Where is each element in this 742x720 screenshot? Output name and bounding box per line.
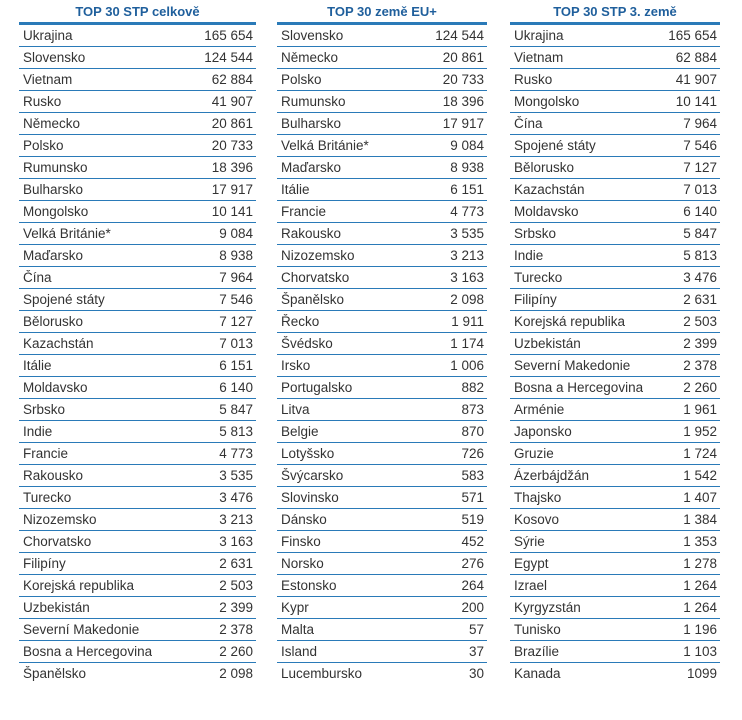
- country-count: 7 964: [683, 116, 717, 131]
- country-name: Maďarsko: [23, 248, 84, 263]
- country-count: 1 196: [683, 622, 717, 637]
- country-name: Sýrie: [514, 534, 545, 549]
- country-name: Kosovo: [514, 512, 560, 527]
- country-name: Řecko: [281, 314, 320, 329]
- table-row: [19, 311, 256, 333]
- country-count: 4 773: [450, 204, 484, 219]
- country-name: Nizozemsko: [281, 248, 355, 263]
- table-row: [510, 575, 720, 597]
- table-row: [510, 531, 720, 553]
- country-name: Estonsko: [281, 578, 337, 593]
- table-row: [277, 377, 487, 399]
- table-row: [19, 575, 256, 597]
- country-count: 1 542: [683, 468, 717, 483]
- country-name: Itálie: [23, 358, 52, 373]
- table-row: [277, 443, 487, 465]
- country-count: 1 174: [450, 336, 484, 351]
- country-name: Spojené státy: [514, 138, 596, 153]
- country-count: 5 847: [683, 226, 717, 241]
- table-row: [510, 157, 720, 179]
- country-name: Mongolsko: [514, 94, 580, 109]
- country-name: Tunisko: [514, 622, 561, 637]
- country-count: 1 353: [683, 534, 717, 549]
- country-count: 1 006: [450, 358, 484, 373]
- country-count: 6 151: [219, 358, 253, 373]
- table-title: TOP 30 STP celkově: [75, 3, 200, 19]
- country-count: 9 084: [219, 226, 253, 241]
- table-row: [510, 333, 720, 355]
- country-name: Filipíny: [514, 292, 557, 307]
- country-name: Chorvatsko: [23, 534, 92, 549]
- country-count: 571: [461, 490, 484, 505]
- country-count: 7 546: [219, 292, 253, 307]
- country-count: 1099: [686, 666, 717, 681]
- country-name: Moldavsko: [23, 380, 88, 395]
- country-name: Spojené státy: [23, 292, 105, 307]
- country-name: Litva: [281, 402, 310, 417]
- country-name: Bosna a Hercegovina: [514, 380, 644, 395]
- table-row: [510, 399, 720, 421]
- country-count: 57: [468, 622, 484, 637]
- country-name: Španělsko: [23, 666, 87, 681]
- table-row: [510, 663, 720, 684]
- country-name: Korejská republika: [23, 578, 135, 593]
- table-row: [19, 663, 256, 684]
- country-count: 165 654: [204, 28, 253, 43]
- table-row: [19, 223, 256, 245]
- country-name: Dánsko: [281, 512, 327, 527]
- country-name: Turecko: [23, 490, 72, 505]
- country-count: 10 141: [675, 94, 717, 109]
- country-name: Thajsko: [514, 490, 562, 505]
- country-name: Indie: [514, 248, 544, 263]
- table-row: [510, 179, 720, 201]
- country-count: 20 733: [211, 138, 253, 153]
- country-count: 2 260: [219, 644, 253, 659]
- country-name: Rusko: [514, 72, 553, 87]
- country-name: Korejská republika: [514, 314, 626, 329]
- country-count: 41 907: [675, 72, 717, 87]
- country-name: Lotyšsko: [281, 446, 335, 461]
- country-name: Norsko: [281, 556, 324, 571]
- table-row: [19, 421, 256, 443]
- country-name: Irsko: [281, 358, 311, 373]
- country-name: Čína: [23, 270, 52, 285]
- country-count: 3 163: [450, 270, 484, 285]
- table-row: [19, 69, 256, 91]
- table-top30-eu: [277, 3, 487, 684]
- table-row: [510, 201, 720, 223]
- country-name: Švýcarsko: [281, 468, 344, 483]
- country-count: 62 884: [211, 72, 253, 87]
- table-row: [277, 399, 487, 421]
- country-count: 4 773: [219, 446, 253, 461]
- table-row: [277, 289, 487, 311]
- country-count: 18 396: [442, 94, 484, 109]
- country-count: 2 631: [683, 292, 717, 307]
- country-count: 7 127: [219, 314, 253, 329]
- table-row: [19, 377, 256, 399]
- country-count: 200: [461, 600, 484, 615]
- country-count: 2 378: [219, 622, 253, 637]
- country-name: Chorvatsko: [281, 270, 350, 285]
- country-count: 9 084: [450, 138, 484, 153]
- country-name: Slovensko: [23, 50, 86, 65]
- country-count: 1 911: [451, 314, 484, 329]
- country-count: 7 013: [219, 336, 253, 351]
- country-count: 124 544: [435, 28, 484, 43]
- table-row: [277, 531, 487, 553]
- country-name: Severní Makedonie: [514, 358, 631, 373]
- table-row: [277, 355, 487, 377]
- country-count: 583: [461, 468, 484, 483]
- country-count: 3 535: [450, 226, 484, 241]
- country-count: 2 098: [219, 666, 253, 681]
- country-count: 2 399: [683, 336, 717, 351]
- country-name: Polsko: [23, 138, 64, 153]
- table-top30-third-countries: [510, 3, 720, 684]
- table-row: [510, 25, 720, 47]
- table-row: [277, 201, 487, 223]
- country-count: 20 861: [211, 116, 253, 131]
- country-name: Slovensko: [281, 28, 344, 43]
- country-count: 1 384: [683, 512, 717, 527]
- country-count: 17 917: [442, 116, 484, 131]
- table-row: [19, 443, 256, 465]
- table-row: [19, 399, 256, 421]
- table-row: [510, 487, 720, 509]
- table-row: [277, 465, 487, 487]
- country-count: 165 654: [668, 28, 717, 43]
- table-row: [510, 245, 720, 267]
- country-name: Čína: [514, 116, 543, 131]
- table-row: [19, 135, 256, 157]
- country-name: Kazachstán: [514, 182, 585, 197]
- country-name: Turecko: [514, 270, 563, 285]
- country-count: 2 098: [450, 292, 484, 307]
- table-row: [510, 267, 720, 289]
- table-row: [19, 25, 256, 47]
- country-name: Kypr: [281, 600, 309, 615]
- table-row: [277, 113, 487, 135]
- table-row: [19, 553, 256, 575]
- table-row: [277, 157, 487, 179]
- table-row: [19, 113, 256, 135]
- table-row: [277, 421, 487, 443]
- country-count: 1 952: [683, 424, 717, 439]
- table-row: [277, 487, 487, 509]
- country-name: Filipíny: [23, 556, 66, 571]
- country-count: 3 213: [219, 512, 253, 527]
- country-count: 882: [461, 380, 484, 395]
- country-name: Rusko: [23, 94, 62, 109]
- country-name: Vietnam: [23, 72, 73, 87]
- country-count: 2 399: [219, 600, 253, 615]
- country-count: 1 961: [683, 402, 717, 417]
- country-name: Mongolsko: [23, 204, 89, 219]
- country-count: 873: [461, 402, 484, 417]
- table-row: [277, 575, 487, 597]
- country-count: 20 733: [442, 72, 484, 87]
- table-title: TOP 30 STP 3. země: [553, 3, 677, 19]
- country-name: Bělorusko: [514, 160, 575, 175]
- table-row: [19, 355, 256, 377]
- table-row: [277, 245, 487, 267]
- country-count: 5 847: [219, 402, 253, 417]
- table-row: [19, 509, 256, 531]
- country-count: 1 407: [683, 490, 717, 505]
- country-count: 17 917: [211, 182, 253, 197]
- country-name: Uzbekistán: [514, 336, 581, 351]
- country-name: Francie: [281, 204, 327, 219]
- country-name: Ukrajina: [514, 28, 564, 43]
- table-row: [19, 641, 256, 663]
- country-name: Srbsko: [23, 402, 66, 417]
- table-row: [277, 619, 487, 641]
- country-count: 124 544: [204, 50, 253, 65]
- country-name: Egypt: [514, 556, 549, 571]
- country-count: 3 213: [450, 248, 484, 263]
- table-rows: [19, 25, 256, 684]
- country-name: Moldavsko: [514, 204, 579, 219]
- country-count: 2 378: [683, 358, 717, 373]
- table-row: [19, 597, 256, 619]
- country-name: Izrael: [514, 578, 548, 593]
- country-name: Vietnam: [514, 50, 564, 65]
- country-name: Gruzie: [514, 446, 554, 461]
- country-name: Ukrajina: [23, 28, 73, 43]
- country-name: Belgie: [281, 424, 319, 439]
- table-row: [510, 69, 720, 91]
- table-row: [277, 333, 487, 355]
- country-name: Japonsko: [514, 424, 572, 439]
- table-row: [510, 443, 720, 465]
- country-count: 7 964: [219, 270, 253, 285]
- table-row: [510, 289, 720, 311]
- country-name: Nizozemsko: [23, 512, 97, 527]
- country-count: 264: [461, 578, 484, 593]
- table-row: [510, 465, 720, 487]
- country-name: Bulharsko: [23, 182, 84, 197]
- table-row: [510, 135, 720, 157]
- table-row: [19, 465, 256, 487]
- country-count: 519: [461, 512, 484, 527]
- country-count: 1 724: [683, 446, 717, 461]
- country-count: 20 861: [442, 50, 484, 65]
- country-name: Ázerbájdžán: [514, 468, 590, 483]
- country-name: Španělsko: [281, 292, 345, 307]
- table-row: [510, 641, 720, 663]
- table-row: [277, 91, 487, 113]
- country-name: Severní Makedonie: [23, 622, 140, 637]
- country-name: Bosna a Hercegovina: [23, 644, 153, 659]
- country-name: Srbsko: [514, 226, 557, 241]
- country-name: Německo: [23, 116, 81, 131]
- country-count: 2 631: [219, 556, 253, 571]
- country-count: 452: [461, 534, 484, 549]
- country-count: 6 140: [219, 380, 253, 395]
- country-count: 62 884: [675, 50, 717, 65]
- table-row: [510, 619, 720, 641]
- table-row: [19, 179, 256, 201]
- country-count: 1 264: [683, 600, 717, 615]
- country-name: Slovinsko: [281, 490, 339, 505]
- table-row: [277, 311, 487, 333]
- country-name: Kazachstán: [23, 336, 94, 351]
- table-row: [277, 223, 487, 245]
- country-name: Brazílie: [514, 644, 560, 659]
- country-name: Rumunsko: [281, 94, 346, 109]
- country-count: 37: [468, 644, 484, 659]
- country-name: Rakousko: [23, 468, 84, 483]
- table-row: [277, 69, 487, 91]
- table-row: [510, 113, 720, 135]
- country-count: 41 907: [211, 94, 253, 109]
- country-count: 1 264: [683, 578, 717, 593]
- country-count: 726: [461, 446, 484, 461]
- country-count: 3 476: [219, 490, 253, 505]
- table-top30-overall: [19, 3, 256, 684]
- table-row: [19, 487, 256, 509]
- country-count: 276: [461, 556, 484, 571]
- table-title: TOP 30 země EU+: [327, 3, 437, 19]
- country-count: 2 260: [683, 380, 717, 395]
- country-name: Velká Británie*: [23, 226, 111, 241]
- country-name: Arménie: [514, 402, 565, 417]
- country-count: 5 813: [683, 248, 717, 263]
- country-name: Německo: [281, 50, 339, 65]
- country-count: 1 103: [683, 644, 717, 659]
- table-row: [510, 223, 720, 245]
- country-count: 1 278: [683, 556, 717, 571]
- country-name: Malta: [281, 622, 315, 637]
- table-row: [277, 641, 487, 663]
- table-row: [19, 619, 256, 641]
- table-row: [510, 311, 720, 333]
- country-count: 3 163: [219, 534, 253, 549]
- table-row: [277, 47, 487, 69]
- country-name: Island: [281, 644, 318, 659]
- country-name: Velká Británie*: [281, 138, 369, 153]
- table-row: [510, 553, 720, 575]
- table-row: [277, 135, 487, 157]
- table-rows: [510, 25, 720, 684]
- table-row: [277, 179, 487, 201]
- country-count: 5 813: [219, 424, 253, 439]
- country-count: 7 013: [683, 182, 717, 197]
- table-row: [277, 553, 487, 575]
- country-name: Lucembursko: [281, 666, 363, 681]
- country-name: Bělorusko: [23, 314, 84, 329]
- table-row: [277, 663, 487, 684]
- country-count: 6 151: [450, 182, 484, 197]
- country-count: 8 938: [219, 248, 253, 263]
- country-count: 7 546: [683, 138, 717, 153]
- country-count: 3 476: [683, 270, 717, 285]
- country-count: 2 503: [219, 578, 253, 593]
- country-count: 2 503: [683, 314, 717, 329]
- country-name: Rakousko: [281, 226, 342, 241]
- table-row: [19, 157, 256, 179]
- country-count: 18 396: [211, 160, 253, 175]
- country-count: 30: [468, 666, 484, 681]
- table-row: [510, 355, 720, 377]
- country-count: 7 127: [683, 160, 717, 175]
- table-row: [19, 289, 256, 311]
- country-name: Indie: [23, 424, 53, 439]
- country-count: 8 938: [450, 160, 484, 175]
- table-row: [510, 91, 720, 113]
- country-name: Finsko: [281, 534, 321, 549]
- table-row: [277, 597, 487, 619]
- table-row: [277, 267, 487, 289]
- table-row: [277, 25, 487, 47]
- table-rows: [277, 25, 487, 684]
- table-row: [277, 509, 487, 531]
- country-name: Itálie: [281, 182, 310, 197]
- country-name: Kyrgyzstán: [514, 600, 581, 615]
- table-row: [510, 597, 720, 619]
- country-name: Polsko: [281, 72, 322, 87]
- table-row: [19, 245, 256, 267]
- country-name: Rumunsko: [23, 160, 88, 175]
- country-name: Portugalsko: [281, 380, 353, 395]
- table-row: [510, 421, 720, 443]
- country-count: 870: [461, 424, 484, 439]
- table-row: [510, 47, 720, 69]
- table-row: [19, 267, 256, 289]
- country-name: Kanada: [514, 666, 561, 681]
- table-row: [19, 201, 256, 223]
- country-count: 6 140: [683, 204, 717, 219]
- table-row: [510, 509, 720, 531]
- table-row: [19, 91, 256, 113]
- table-row: [510, 377, 720, 399]
- country-name: Uzbekistán: [23, 600, 90, 615]
- country-count: 10 141: [211, 204, 253, 219]
- country-name: Maďarsko: [281, 160, 342, 175]
- table-row: [19, 47, 256, 69]
- country-name: Švédsko: [281, 336, 333, 351]
- country-name: Bulharsko: [281, 116, 342, 131]
- country-name: Francie: [23, 446, 69, 461]
- country-count: 3 535: [219, 468, 253, 483]
- table-row: [19, 333, 256, 355]
- table-row: [19, 531, 256, 553]
